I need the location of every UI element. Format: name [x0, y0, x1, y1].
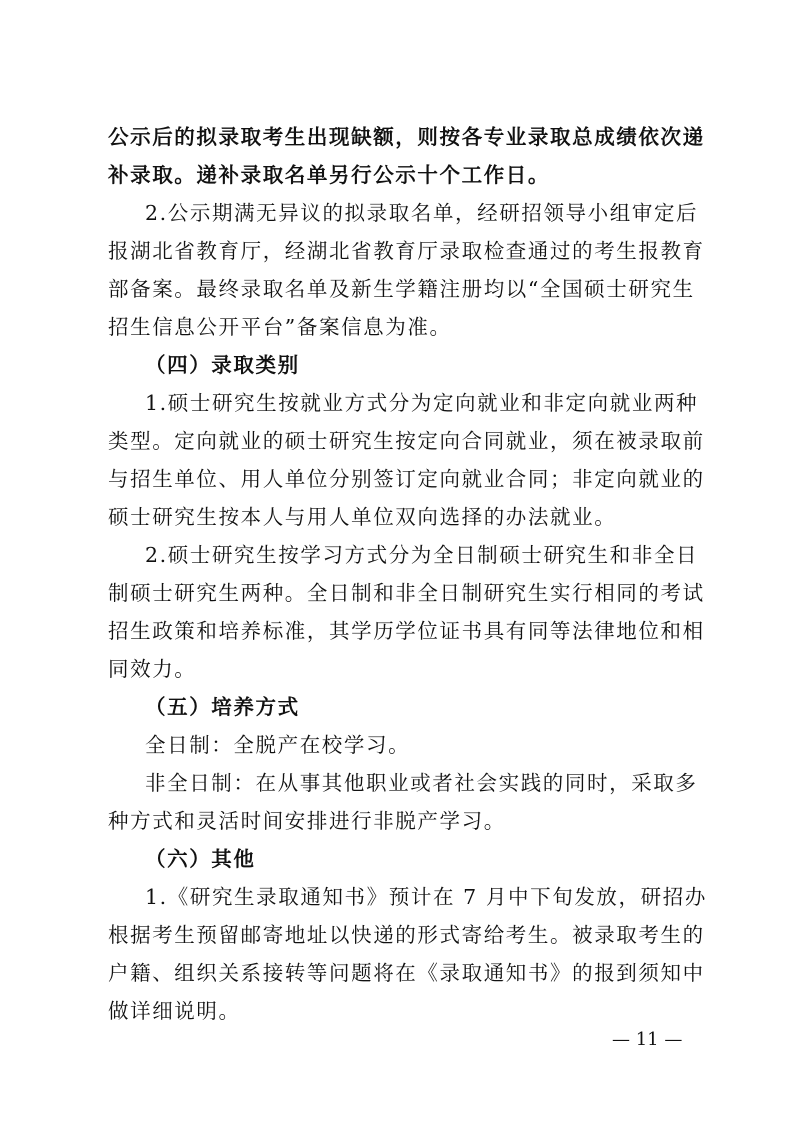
- paragraph-line: 根据考生预留邮寄地址以快递的形式寄给考生。被录取考生的: [108, 923, 705, 947]
- paragraph-line: 2.硕士研究生按学习方式分为全日制硕士研究生和非全日: [145, 543, 699, 567]
- paragraph-line: 非全日制：在从事其他职业或者社会实践的同时，采取多: [145, 771, 698, 795]
- paragraph-line: 2.公示期满无异议的拟录取名单，经研招领导小组审定后: [145, 201, 699, 225]
- paragraph-line: 制硕士研究生两种。全日制和非全日制研究生实行相同的考试: [108, 581, 705, 605]
- paragraph-line: 部备案。最终录取名单及新生学籍注册均以“全国硕士研究生: [108, 277, 695, 301]
- paragraph-line: 报湖北省教育厅，经湖北省教育厅录取检查通过的考生报教育: [108, 239, 705, 263]
- paragraph-line: 种方式和灵活时间安排进行非脱产学习。: [108, 809, 506, 833]
- section-heading: （四）录取类别: [145, 353, 300, 377]
- paragraph-line: 户籍、组织关系接转等问题将在《录取通知书》的报到须知中: [108, 961, 705, 985]
- paragraph-line: 与招生单位、用人单位分别签订定向就业合同；非定向就业的: [108, 467, 705, 491]
- paragraph-line: 做详细说明。: [108, 999, 241, 1023]
- paragraph-line: 1.《研究生录取通知书》预计在 7 月中下旬发放，研招办: [145, 885, 707, 909]
- section-heading: （六）其他: [145, 847, 256, 871]
- paragraph-line: 硕士研究生按本人与用人单位双向选择的办法就业。: [108, 505, 617, 529]
- paragraph-line: 类型。定向就业的硕士研究生按定向合同就业，须在被录取前: [108, 429, 705, 453]
- paragraph-line: 补录取。递补录取名单另行公示十个工作日。: [108, 163, 550, 187]
- page-number: — 11 —: [612, 1029, 683, 1050]
- paragraph-line: 1.硕士研究生按就业方式分为定向就业和非定向就业两种: [145, 391, 699, 415]
- paragraph-line: 招生政策和培养标准，其学历学位证书具有同等法律地位和相: [108, 619, 705, 643]
- paragraph-line: 公示后的拟录取考生出现缺额，则按各专业录取总成绩依次递: [108, 125, 705, 149]
- section-heading: （五）培养方式: [145, 695, 300, 719]
- paragraph-line: 招生信息公开平台”备案信息为准。: [108, 315, 452, 339]
- paragraph-line: 全日制：全脱产在校学习。: [145, 733, 411, 757]
- paragraph-line: 同效力。: [108, 657, 197, 681]
